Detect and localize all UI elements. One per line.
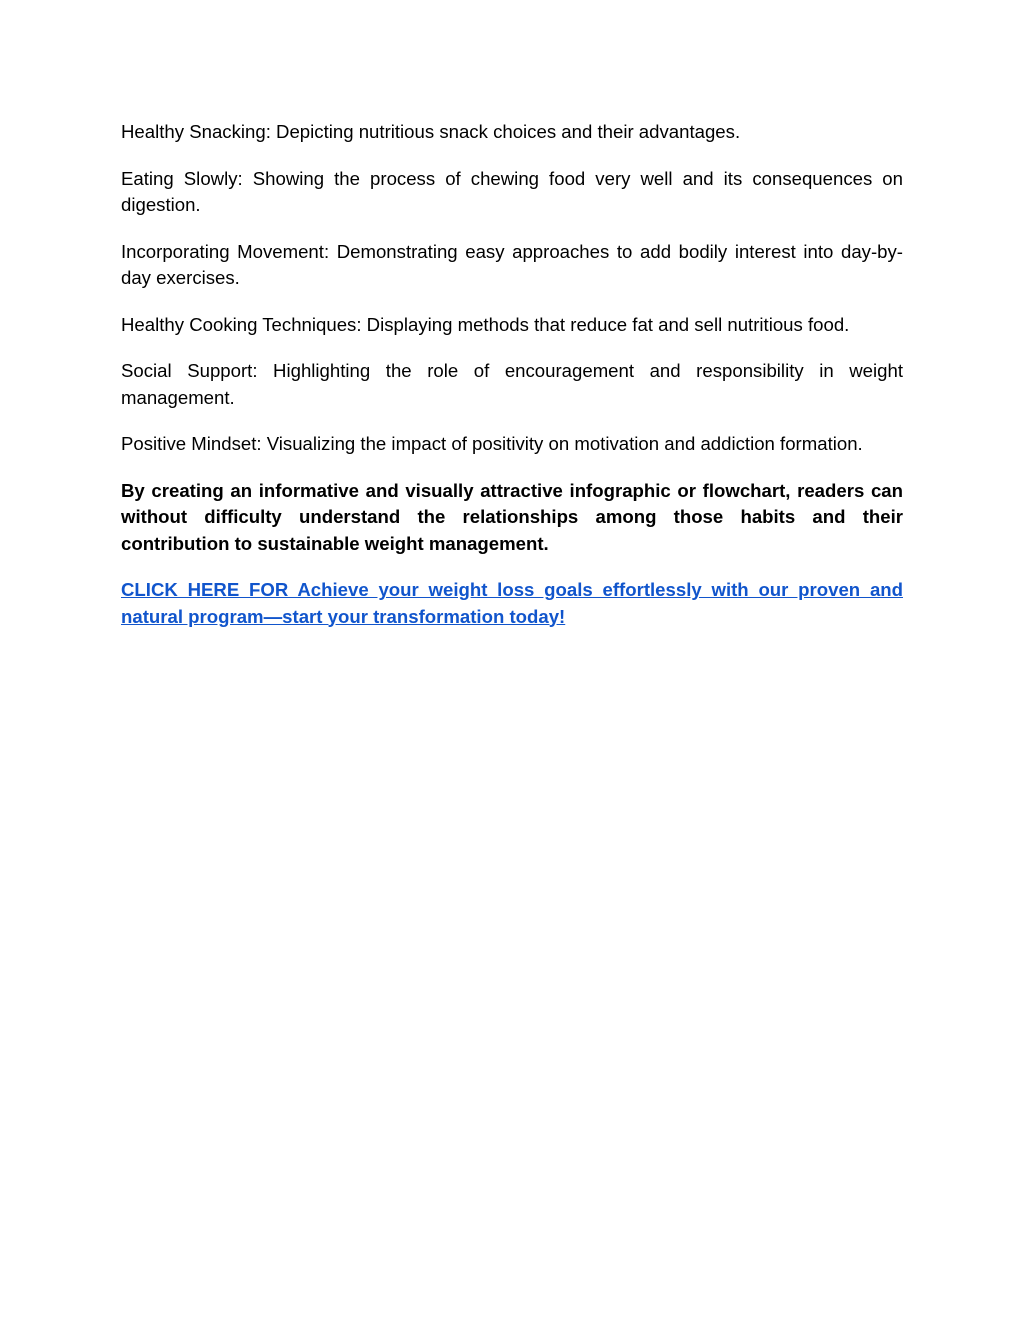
paragraph-healthy-cooking: Healthy Cooking Techniques: Displaying methods that reduce fat and sell nutritious food. xyxy=(121,313,850,335)
paragraph-social-support: Social Support: Highlighting the role of encouragement and responsibility in weight management. xyxy=(121,360,903,408)
paragraph-eating-slowly: Eating Slowly: Showing the process of chewing food very well and its consequences on digestion. xyxy=(121,167,903,215)
summary-paragraph: By creating an informative and visually attractive infographic or flowchart, readers can without difficulty understand the relationships among those habits and their contribution to sustainable weight management. xyxy=(121,479,903,554)
paragraph-incorporating-movement: Incorporating Movement: Demonstrating easy approaches to add bodily interest into day-by-day exercises. xyxy=(121,240,903,288)
cta-link[interactable]: CLICK HERE FOR Achieve your weight loss goals effortlessly with our proven and natural program—start your transformation today! xyxy=(121,579,903,627)
paragraph-healthy-snacking: Healthy Snacking: Depicting nutritious snack choices and their advantages. xyxy=(121,121,741,142)
paragraph-positive-mindset: Positive Mindset: Visualizing the impact of positivity on motivation and addiction formation. xyxy=(121,433,863,454)
document-body xyxy=(121,119,903,650)
